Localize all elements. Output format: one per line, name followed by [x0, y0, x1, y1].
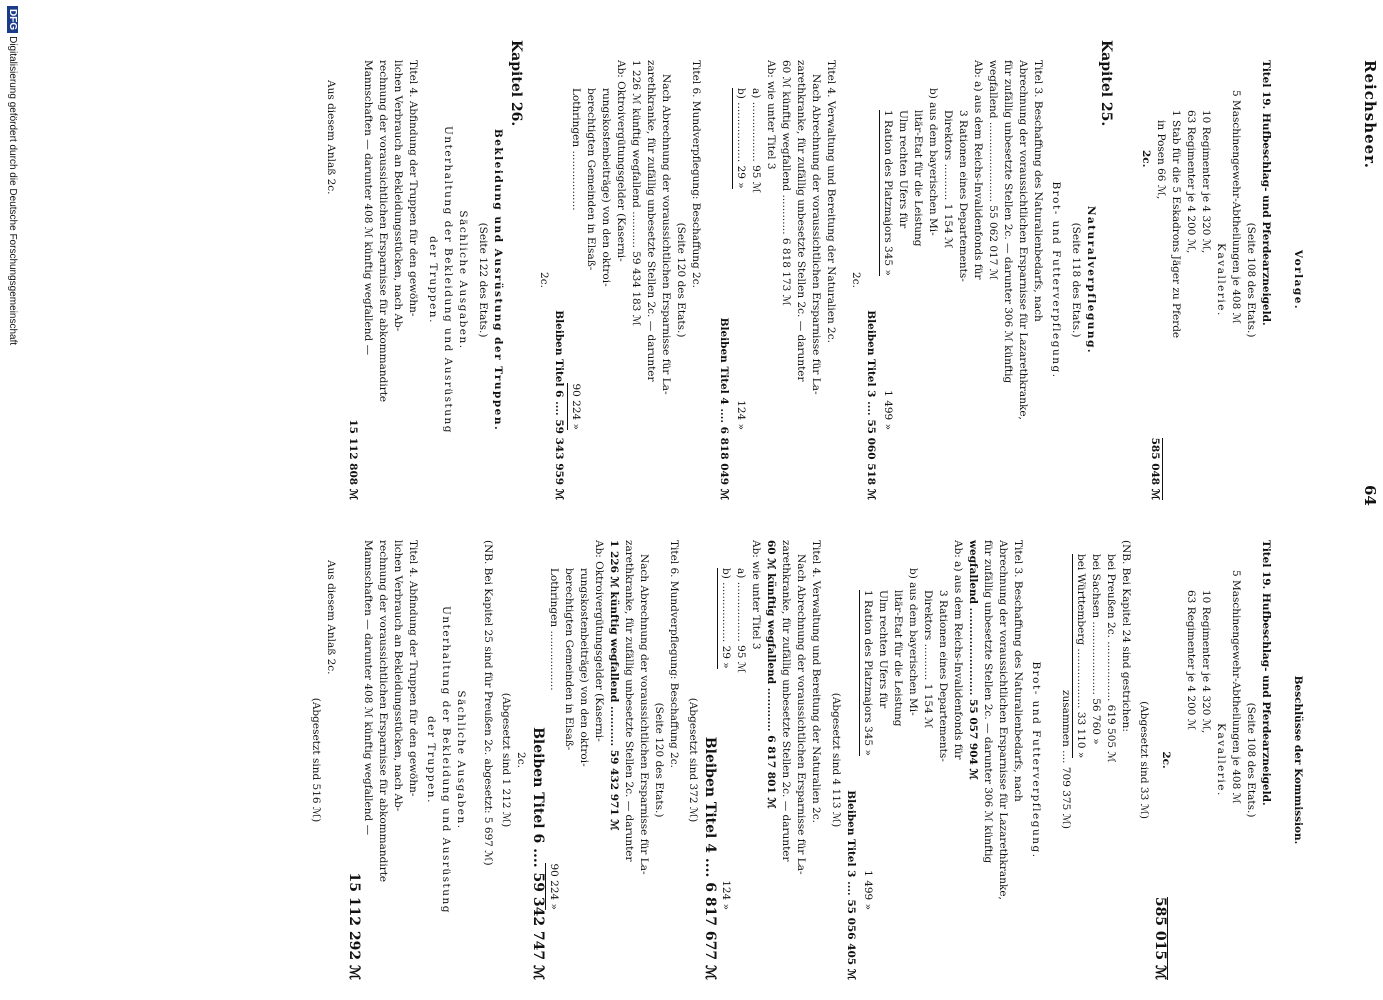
titel-19-kavallerie: Kavallerie. — [1215, 243, 1227, 317]
titel-4-remainder: Bleiben Titel 4 .... 6 818 049 ℳ — [718, 317, 730, 500]
titel-3-line: Ab: a) aus dem Reichs-Invalidenfonds für — [972, 60, 984, 280]
titel-6-reference: (Seite 120 des Etats.) — [653, 702, 665, 818]
nb-note-kapitel-25: (NB. Bei Kapitel 25 sind für Preußen 2c. abgesetzt: 5 697 ℳ) — [482, 540, 494, 866]
titel-4-line: b) .................. 29 » — [732, 88, 748, 189]
titel-4-line: zarethkranke, für zufällig unbesetzte Stellen 2c. — darunter — [795, 60, 807, 382]
titel-6-reference: (Seite 120 des Etats.) — [675, 222, 687, 338]
titel-6-line: Titel 6. Mundverpflegung: Beschaffung 2c. — [668, 540, 680, 768]
titel-4-deduction-sum: 124 » — [735, 400, 747, 430]
titel-3-line: für zufällig unbesetzte Stellen 2c. — darunter 306 ℳ künftig — [982, 540, 994, 864]
kapitel-26-titel-4-line: lichen Verbrauch an Bekleidungsstücken, nach Ab- — [392, 60, 404, 332]
kapitel-26-titel-4-amount: 15 112 808 ℳ — [347, 419, 359, 500]
titel-6-line: 1 226 ℳ künftig wegfallend ........... 59 432 971 ℳ — [608, 540, 620, 831]
kapitel-25-reference: (Seite 118 des Etats.) — [1070, 222, 1082, 338]
titel-6-line: Lothringen .................. — [548, 568, 560, 691]
titel-3-line: Direktors ........... 1 154 ℳ — [942, 110, 954, 249]
kapitel-26-heading: Kapitel 26. — [508, 40, 524, 127]
titel-3-line: Ulm rechten Ufers für — [877, 590, 889, 709]
titel-4-line: Ab: wie unter Titel 3 — [765, 60, 777, 170]
titel-4-line: a) .................. 95 ℳ — [750, 88, 762, 194]
kapitel-26-titel-4-line: rechnung der voraussichtlichen Ersparnisse für abkommandirte — [377, 540, 389, 883]
kapitel-26-subtitle: Bekleidung und Ausrüstung der Truppen. — [492, 128, 504, 432]
kapitel-26-titel-4-line: Titel 4. Abfindung der Truppen für den gewöhn- — [407, 540, 419, 797]
titel-19-line: 10 Regimenter je 4 320 ℳ, — [1200, 110, 1212, 254]
titel-6-line: Ab: Oktroivergütungsgelder (Kaserni- — [615, 60, 627, 262]
titel-6-note: (Abgesetzt sind 1 212 ℳ) — [500, 692, 512, 828]
kapitel-26-titel-4-line: Titel 4. Abfindung der Truppen für den gewöhn- — [407, 60, 419, 317]
titel-6-remainder: Bleiben Titel 6 .... 59 342 747 ℳ — [530, 727, 546, 980]
kapitel-26-titel-4-line: rechnung der voraussichtlichen Ersparnisse für abkommandirte — [377, 60, 389, 403]
titel-19-etc: 2c. — [1140, 150, 1152, 168]
titel-6-line: Lothringen .................. — [570, 88, 582, 211]
kapitel-26-titel-4-line: lichen Verbrauch an Bekleidungsstücken, nach Ab- — [392, 540, 404, 812]
titel-4-line: a) .................. 95 ℳ — [735, 568, 747, 674]
kapitel-25-section: Brot- und Futterverpflegung. — [1050, 181, 1062, 379]
titel-19-note: (Abgesetzt sind 33 ℳ) — [1138, 701, 1150, 819]
column-heading: Vorlage. — [1292, 249, 1304, 311]
titel-19-line: 63 Regimenter je 4 200 ℳ, — [1185, 110, 1197, 254]
titel-3-line: Abrechnung der voraussichtlichen Ersparnisse für Lazarethkranke, — [1017, 60, 1029, 420]
titel-3-line: b) aus dem bayerischen Mi- — [927, 88, 939, 236]
kapitel-26-titel-4-line: Mannschaften — darunter 408 ℳ künftig wegfallend — — [362, 60, 374, 356]
kapitel-26-note: (Abgesetzt sind 516 ℳ) — [310, 697, 322, 823]
kapitel-26-section: der Truppen. — [427, 236, 439, 324]
titel-4-line: Ab: wie unter Titel 3 — [750, 540, 762, 650]
titel-6-line: Ab: Oktroivergütungsgelder (Kaserni- — [593, 540, 605, 742]
titel-19-heading: Titel 19. Hufbeschlag- und Pferdearzneigeld. — [1260, 540, 1272, 806]
kapitel-25-section: Brot- und Futterverpflegung. — [1030, 661, 1042, 859]
titel-19-heading: Titel 19. Hufbeschlag- und Pferdearzneigeld. — [1260, 60, 1272, 326]
titel-3-note: (Abgesetzt sind 4 113 ℳ) — [830, 692, 842, 828]
titel-6-etc: 2c. — [515, 752, 527, 768]
titel-19-line: in Posen 66 ℳ, — [1155, 120, 1167, 200]
titel-6-line: berechtigten Gemeinden in Elsaß- — [585, 88, 597, 271]
nb-note-line: bei Preußen 2c. .................. 619 505 ℳ — [1105, 554, 1117, 763]
kapitel-26-section: Sächliche Ausgaben. — [455, 690, 467, 830]
titel-6-line: berechtigten Gemeinden in Elsaß- — [563, 568, 575, 751]
titel-3-line: Ab: a) aus dem Reichs-Invalidenfonds für — [952, 540, 964, 760]
dfg-logo: DFG — [7, 6, 18, 33]
titel-3-line: für zufällig unbesetzte Stellen 2c. — darunter 306 ℳ künftig — [1002, 60, 1014, 384]
titel-4-line: b) .................. 29 » — [717, 568, 733, 669]
titel-3-line: 3 Rationen eines Departements- — [957, 110, 969, 282]
kapitel-26-section: Unterhaltung der Bekleidung und Ausrüstung — [440, 605, 452, 915]
titel-19-line: 63 Regimenter je 4 200 ℳ — [1185, 590, 1197, 731]
titel-19-line: 5 Maschinengewehr-Abtheilungen je 408 ℳ — [1230, 90, 1242, 324]
nb-note-total: zusammen .... 709 375 ℳ) — [1060, 690, 1072, 829]
titel-3-line: wegfallend ........................ 55 062 017 ℳ — [987, 60, 999, 280]
nb-note-line: bei Württemberg .................. 33 110 » — [1072, 554, 1088, 758]
kapitel-25-heading: Kapitel 25. — [1098, 40, 1114, 127]
titel-6-line: Nach Abrechnung der voraussichtlichen Ersparnisse für La- — [660, 74, 672, 395]
titel-4-line: Titel 4. Verwaltung und Bereitung der Naturalien 2c. — [825, 60, 837, 343]
titel-3-line: litär-Etat für die Leistung — [892, 590, 904, 727]
titel-19-line: 10 Regimenter je 4 320 ℳ, — [1200, 590, 1212, 734]
footer-text: Digitalisierung gefördert durch die Deutsche Forschungsgemeinschaft — [7, 36, 18, 346]
titel-4-note: (Abgesetzt sind 372 ℳ) — [687, 697, 699, 823]
titel-3-line: Ulm rechten Ufers für — [897, 110, 909, 229]
kapitel-25-subtitle: Naturalverpflegung. — [1085, 205, 1097, 355]
kapitel-26-section: Unterhaltung der Bekleidung und Ausrüstung — [442, 125, 454, 435]
titel-6-line: rungskostenbeiträge) von den oktroi- — [600, 88, 612, 287]
nb-note-line: bei Sachsen ...................... 56 760 » — [1090, 554, 1102, 745]
titel-3-remainder: Bleiben Titel 3 .... 55 056 405 ℳ — [845, 790, 857, 980]
titel-6-remainder: Bleiben Titel 6 .... 59 343 959 ℳ — [553, 310, 565, 500]
titel-4-line: zarethkranke, für zufällig unbesetzte Stellen 2c. — darunter — [780, 540, 792, 862]
titel-19-reference: (Seite 108 des Etats.) — [1245, 222, 1257, 338]
titel-6-deduction-sum: 90 224 » — [545, 863, 561, 910]
titel-6-etc: 2c. — [538, 272, 550, 288]
titel-3-remainder: Bleiben Titel 3 .... 55 060 518 ℳ — [865, 310, 877, 500]
titel-19-line: 5 Maschinengewehr-Abtheilungen je 408 ℳ — [1230, 570, 1242, 804]
titel-3-line: Direktors ........... 1 154 ℳ — [922, 590, 934, 729]
titel-4-line: Nach Abrechnung der voraussichtlichen Ersparnisse für La- — [810, 74, 822, 395]
titel-4-remainder: Bleiben Titel 4 .... 6 817 677 ℳ — [702, 736, 718, 980]
titel-3-line: Titel 3. Beschaffung des Naturalienbedarfs, nach — [1032, 60, 1044, 322]
titel-3-deduction-sum: 1 499 » — [882, 390, 894, 430]
nb-note-line: (NB. Bei Kapitel 24 sind gestrichen: — [1120, 540, 1132, 732]
titel-6-deduction-sum: 90 224 » — [567, 383, 583, 430]
titel-4-line: Nach Abrechnung der voraussichtlichen Ersparnisse für La- — [795, 554, 807, 875]
titel-19-reference: (Seite 108 des Etats.) — [1245, 702, 1257, 818]
kapitel-26-reference: (Seite 122 des Etats.) — [477, 222, 489, 338]
titel-19-etc: 2c. — [1160, 751, 1172, 769]
titel-6-line: rungskostenbeiträge) von den oktroi- — [578, 568, 590, 767]
titel-3-etc: 2c. — [850, 272, 862, 288]
titel-3-line: Titel 3. Beschaffung des Naturalienbedarfs, nach — [1012, 540, 1024, 802]
titel-3-line: 3 Rationen eines Departements- — [937, 590, 949, 762]
page-number: 64 — [1361, 485, 1379, 506]
digitization-footer — [7, 6, 18, 345]
titel-4-line: 60 ℳ künftig wegfallend ............ 6 818 173 ℳ — [780, 60, 792, 306]
titel-19-amount: 585 048 ℳ — [1149, 437, 1161, 500]
titel-3-line: Abrechnung der voraussichtlichen Ersparnisse für Lazarethkranke, — [997, 540, 1009, 900]
titel-4-line: Titel 4. Verwaltung und Bereitung der Naturalien 2c. — [810, 540, 822, 823]
titel-6-line: Titel 6. Mundverpflegung: Beschaffung 2c. — [690, 60, 702, 288]
titel-6-line: 1 226 ℳ künftig wegfallend ........... 59 434 183 ℳ — [630, 60, 642, 326]
titel-3-deduction-sum: 1 499 » — [862, 870, 874, 910]
kapitel-26-section: der Truppen. — [425, 716, 437, 804]
titel-4-line: 60 ℳ künftig wegfallend ............ 6 817 801 ℳ — [765, 540, 777, 809]
page-title: Reichsheer. — [1361, 60, 1379, 169]
titel-4-deduction-sum: 124 » — [720, 880, 732, 910]
titel-3-line: litär-Etat für die Leistung — [912, 110, 924, 247]
titel-19-kavallerie: Kavallerie. — [1215, 723, 1227, 797]
titel-6-line: zarethkranke, für zufällig unbesetzte Stellen 2c. — darunter — [623, 540, 635, 862]
titel-6-line: zarethkranke, für zufällig unbesetzte Stellen 2c. — darunter — [645, 60, 657, 382]
titel-3-line: wegfallend ........................ 55 057 904 ℳ — [967, 540, 979, 780]
kapitel-26-etc: Aus diesem Anlaß 2c. — [325, 80, 337, 195]
titel-3-line: b) aus dem bayerischen Mi- — [907, 568, 919, 716]
titel-19-amount: 585 015 ℳ — [1152, 896, 1168, 980]
kapitel-26-titel-4-line: Mannschaften — darunter 408 ℳ künftig wegfallend — — [362, 540, 374, 836]
titel-19-line: 1 Stab für die 5 Eskadrons Jäger zu Pferde — [1170, 110, 1182, 339]
titel-6-line: Nach Abrechnung der voraussichtlichen Ersparnisse für La- — [638, 554, 650, 875]
column-heading: Beschlüsse der Kommission. — [1292, 675, 1304, 845]
kapitel-26-titel-4-amount: 15 112 292 ℳ — [346, 872, 362, 980]
titel-3-line: 1 Ration des Platzmajors 345 » — [879, 110, 895, 276]
kapitel-26-etc: Aus diesem Anlaß 2c. — [325, 560, 337, 675]
titel-3-line: 1 Ration des Platzmajors 345 » — [859, 590, 875, 756]
kapitel-26-section: Sächliche Ausgaben. — [457, 210, 469, 350]
